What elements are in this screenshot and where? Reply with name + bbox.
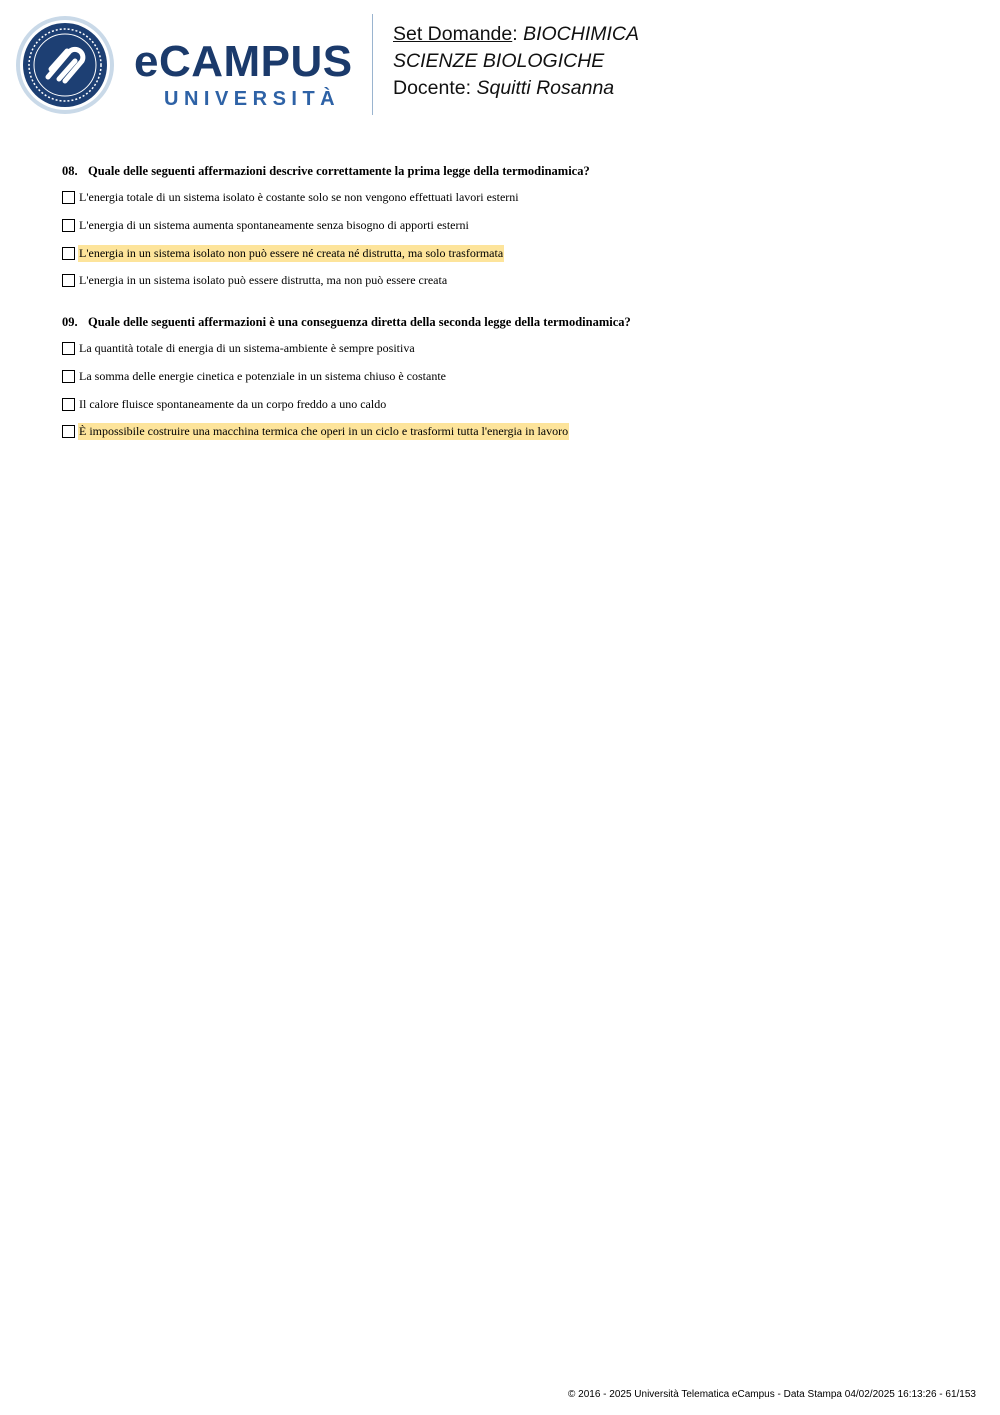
answer-checkbox[interactable] [62,219,75,232]
answer-checkbox[interactable] [62,398,75,411]
answer-text: La somma delle energie cinetica e potenziale in un sistema chiuso è costante [79,368,446,383]
answer-text: Il calore fluisce spontaneamente da un corpo freddo a uno caldo [79,396,387,411]
set-line [393,21,639,48]
answer-text-highlighted: È impossibile costruire una macchina termica che operi in un ciclo e trasformi tutta l'energia in lavoro [79,423,569,438]
logo-subtitle: UNIVERSITÀ [164,88,341,110]
answer-checkbox[interactable] [62,425,75,438]
teacher-line [393,75,639,102]
ecampus-logo [134,38,353,110]
answer-text: L'energia in un sistema isolato può essere distrutta, ma non può essere creata [79,272,448,287]
page-footer: © 2016 - 2025 Università Telematica eCampus - Data Stampa 04/02/2025 16:13:26 - 61/153 [568,1389,976,1400]
answer-text: L'energia di un sistema aumenta spontaneamente senza bisogno di apporti esterni [79,217,469,232]
ecampus-seal-icon [15,15,115,115]
answer-option-correct[interactable] [62,244,504,262]
answer-checkbox[interactable] [62,247,75,260]
teacher-name: Squitti Rosanna [476,77,615,99]
answer-text: La quantità totale di energia di un sistema-ambiente è sempre positiva [79,340,415,355]
question-number: 09. [62,315,78,329]
set-label: Set Domande [393,23,513,45]
header-divider [372,14,373,115]
question-09 [62,314,631,330]
answer-checkbox[interactable] [62,370,75,383]
question-text: Quale delle seguenti affermazioni descrive correttamente la prima legge della termodinamica? [88,164,590,178]
question-text: Quale delle seguenti affermazioni è una conseguenza diretta della seconda legge della termodinamica? [88,315,631,329]
answer-option-correct[interactable] [62,422,569,440]
answer-option[interactable] [62,395,387,413]
answer-option[interactable] [62,216,470,234]
answer-checkbox[interactable] [62,274,75,287]
logo-brand: eCAMPUS [134,37,353,86]
answer-option[interactable] [62,339,416,357]
answer-option[interactable] [62,188,520,206]
set-value: BIOCHIMICA [523,23,640,45]
course-name: SCIENZE BIOLOGICHE [393,50,605,72]
answer-checkbox[interactable] [62,191,75,204]
question-number: 08. [62,164,78,178]
answer-checkbox[interactable] [62,342,75,355]
teacher-label: Docente: [393,77,477,99]
question-08 [62,163,590,179]
answer-option[interactable] [62,271,448,289]
answer-option[interactable] [62,367,447,385]
answer-text: L'energia totale di un sistema isolato è costante solo se non vengono effettuati lavori esterni [79,189,519,204]
header-info [393,21,639,102]
answer-text-highlighted: L'energia in un sistema isolato non può essere né creata né distrutta, ma solo trasformata [79,245,504,260]
set-separator: : [512,23,524,45]
